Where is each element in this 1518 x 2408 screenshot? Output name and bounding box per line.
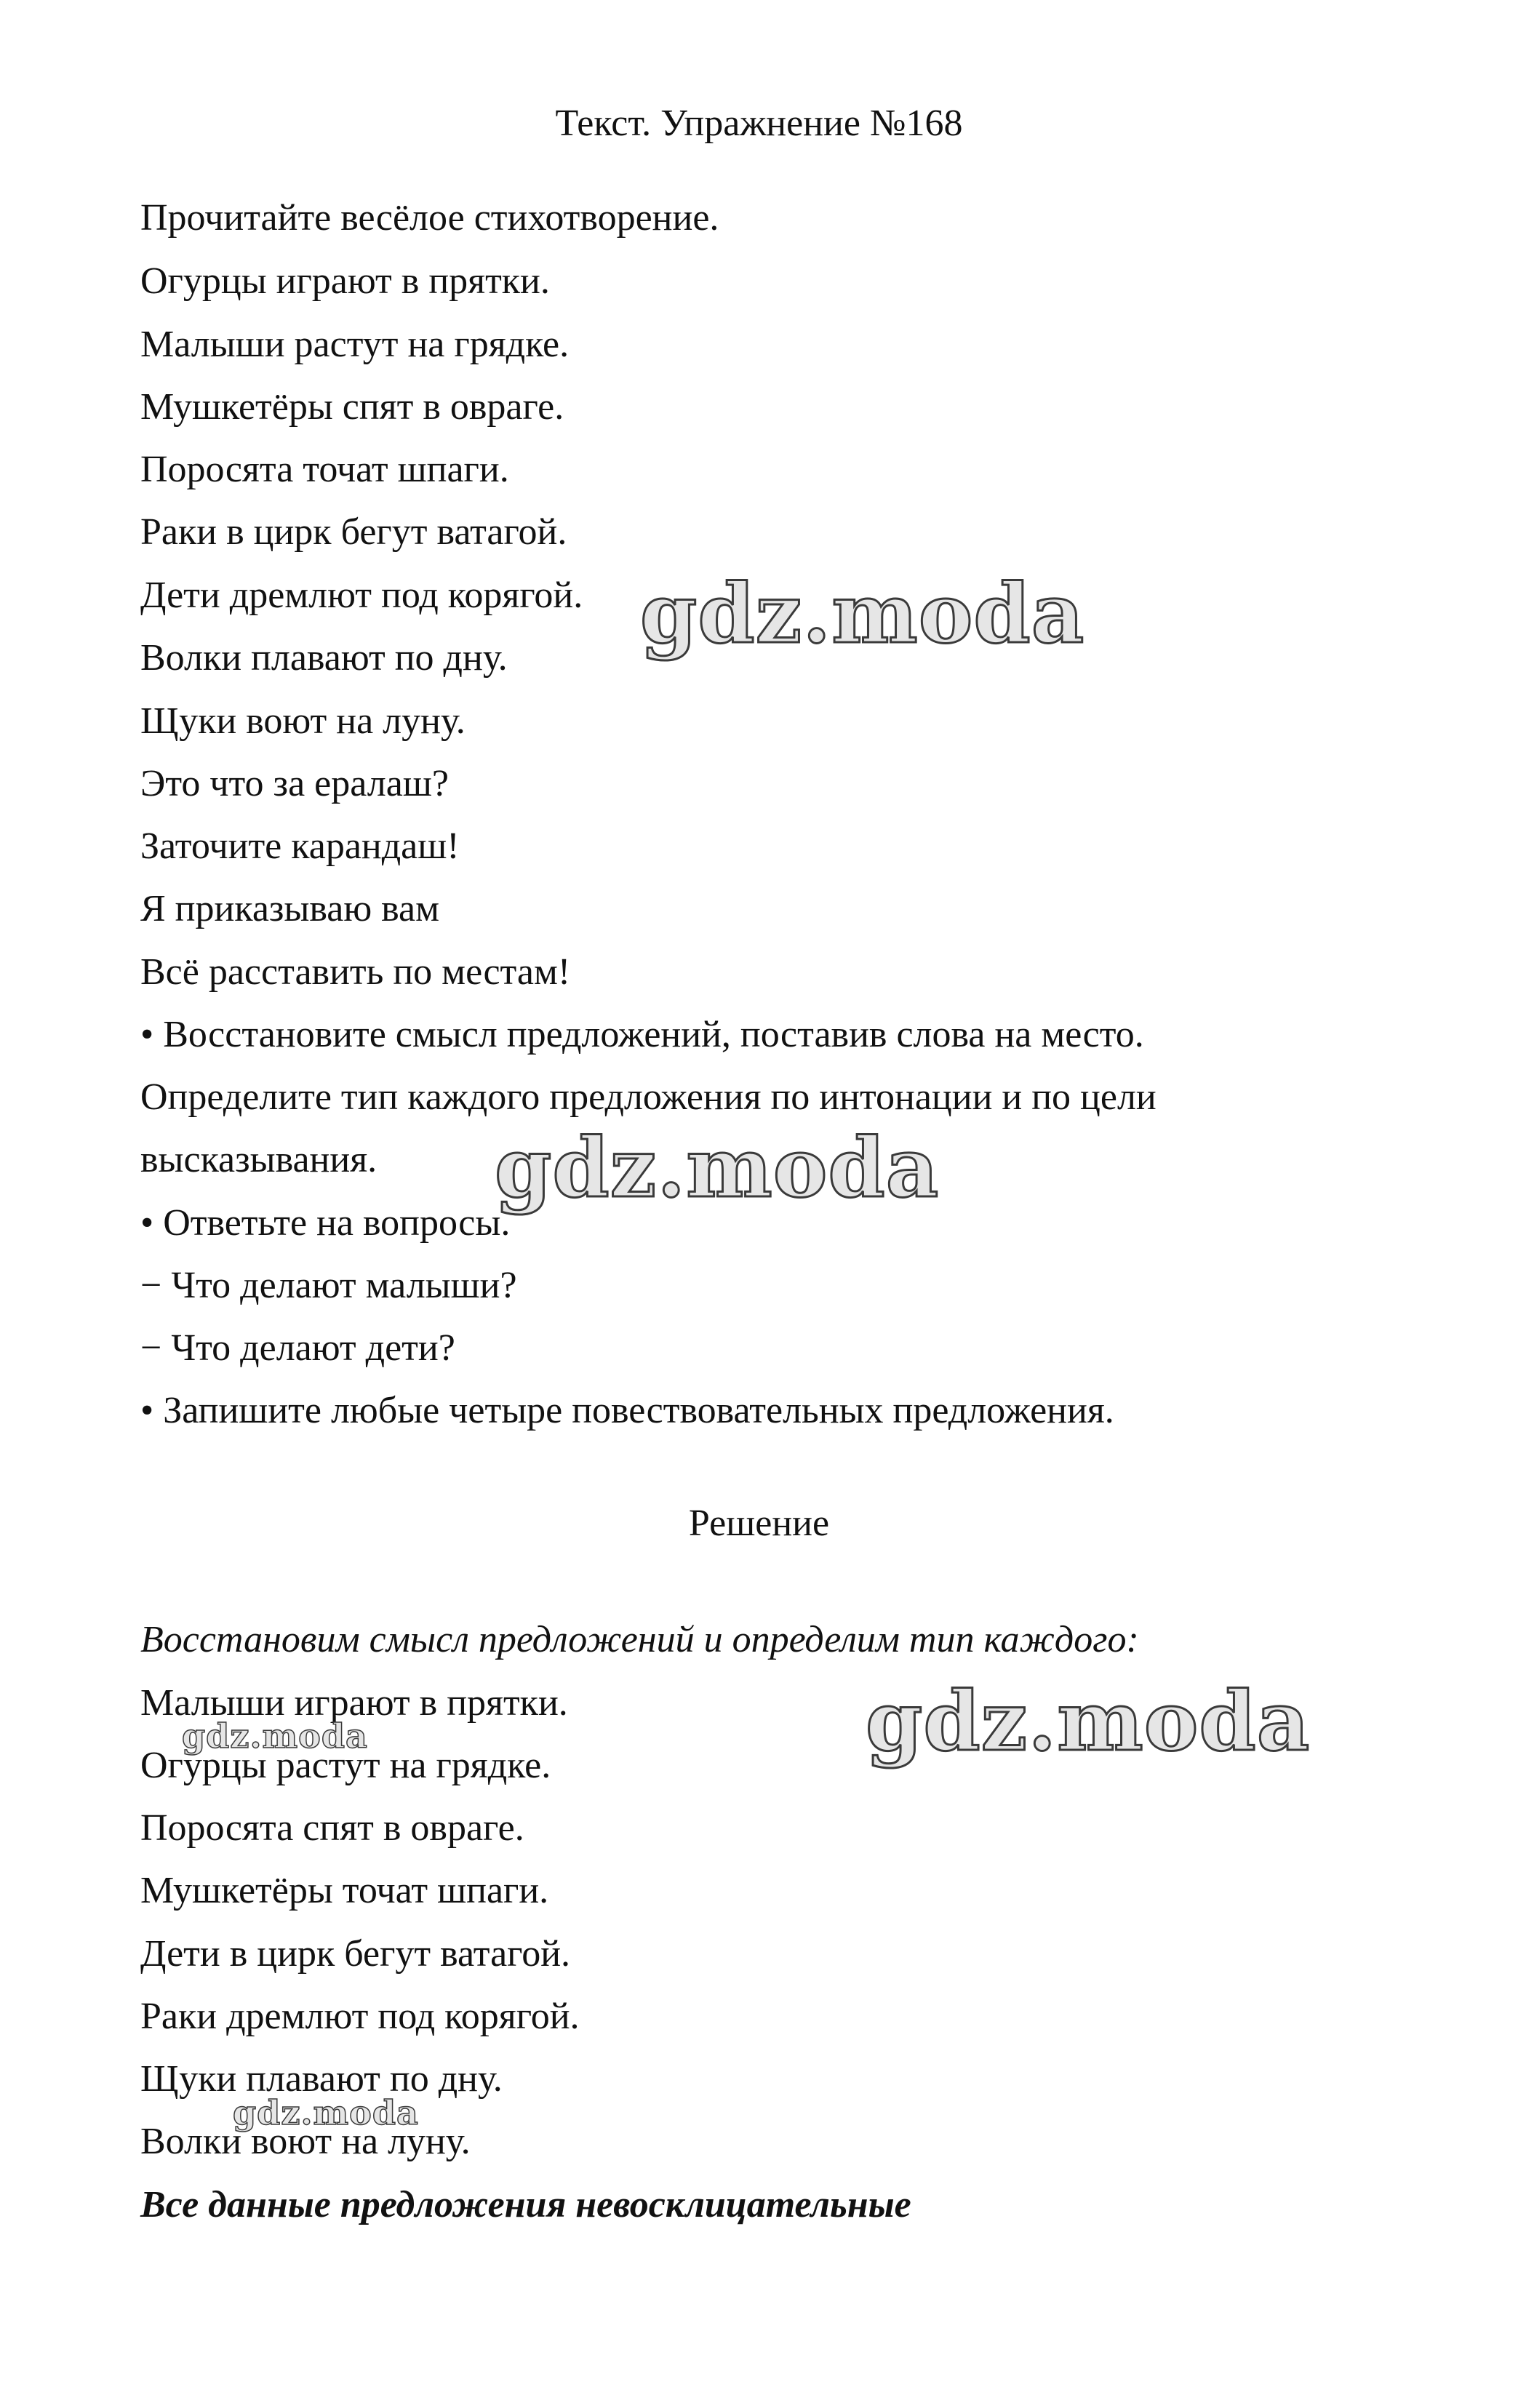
watermark: gdz.moda	[495, 1121, 940, 1216]
poem-line: Поросята точат шпаги.	[140, 449, 509, 490]
poem-line: Я приказываю вам	[140, 888, 440, 929]
poem-line: Раки в цирк бегут ватагой.	[140, 511, 567, 553]
solution-heading: Решение	[688, 1503, 830, 1544]
poem-line: Мушкетёры спят в овраге.	[140, 386, 564, 428]
poem-line: Это что за ералаш?	[140, 763, 449, 804]
solution-line: Малыши играют в прятки.	[140, 1682, 568, 1724]
instruction-line: • Восстановите смысл предложений, поставив слова на место.	[140, 1014, 1144, 1055]
solution-line: Огурцы растут на грядке.	[140, 1745, 551, 1786]
poem-line: Заточите карандаш!	[140, 825, 460, 867]
solution-line: Щуки плавают по дну.	[140, 2058, 503, 2100]
poem-line: Дети дремлют под корягой.	[140, 575, 583, 616]
instruction-line: − Что делают малыши?	[140, 1265, 517, 1306]
poem-line: Всё расставить по местам!	[140, 951, 571, 993]
poem-line: Волки плавают по дну.	[140, 637, 508, 679]
watermark: gdz.moda	[182, 1716, 368, 1756]
solution-conclusion: Все данные предложения невосклицательные	[140, 2184, 911, 2225]
task-intro: Прочитайте весёлое стихотворение.	[140, 197, 719, 239]
solution-intro: Восстановим смысл предложений и определим тип каждого:	[140, 1619, 1139, 1660]
page-title: Текст. Упражнение №168	[555, 103, 963, 144]
solution-line: Поросята спят в овраге.	[140, 1807, 524, 1849]
instruction-line: Определите тип каждого предложения по интонации и по цели	[140, 1076, 1157, 1118]
watermark: gdz.moda	[233, 2093, 419, 2132]
instruction-line: − Что делают дети?	[140, 1327, 455, 1369]
watermark: gdz.moda	[866, 1674, 1311, 1769]
solution-line: Дети в цирк бегут ватагой.	[140, 1933, 571, 1975]
poem-line: Малыши растут на грядке.	[140, 324, 570, 365]
instruction-line: • Запишите любые четыре повествовательных предложения.	[140, 1390, 1114, 1431]
solution-line: Мушкетёры точат шпаги.	[140, 1870, 549, 1911]
solution-line: Раки дремлют под корягой.	[140, 1996, 580, 2037]
poem-line: Огурцы играют в прятки.	[140, 260, 550, 302]
solution-line: Волки воют на луну.	[140, 2121, 471, 2162]
watermark: gdz.moda	[640, 567, 1085, 662]
instruction-line: высказывания.	[140, 1139, 377, 1180]
poem-line: Щуки воют на луну.	[140, 700, 466, 742]
instruction-line: • Ответьте на вопросы.	[140, 1202, 511, 1244]
